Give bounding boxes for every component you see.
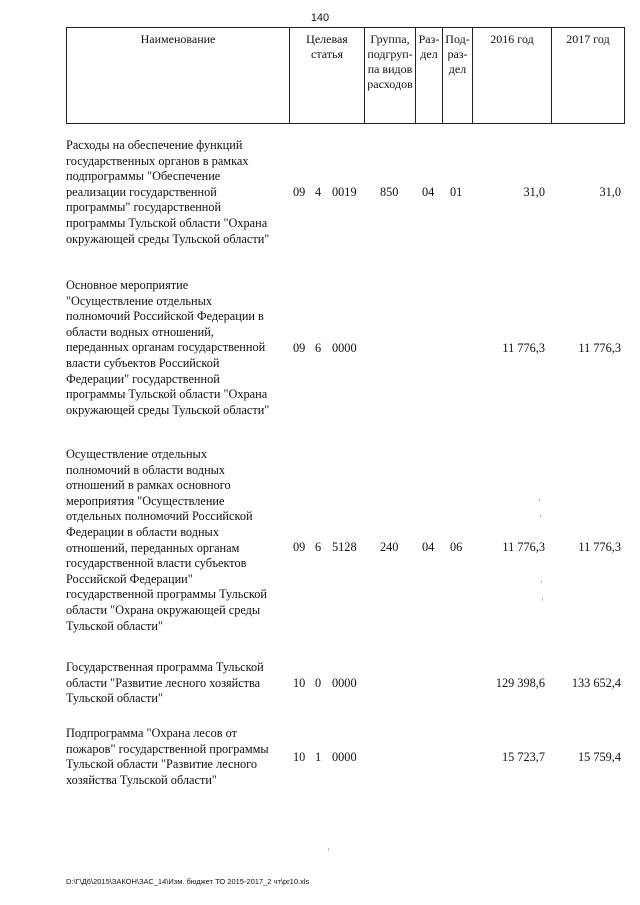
scan-speck [541, 580, 542, 583]
target-code-direction: 0000 [332, 676, 357, 690]
header-year1: 2016 год [490, 32, 534, 46]
description-line: Подпрограмма "Охрана лесов от [66, 726, 237, 740]
expense-group: 850 [380, 185, 399, 199]
header-target-line1: Целевая [306, 32, 348, 46]
description-line: программы Тульской области "Охрана [66, 387, 268, 402]
description-line: реализации государственной [66, 184, 217, 199]
page-number: 140 [310, 12, 330, 24]
header-group-line: Группа, [370, 32, 410, 46]
description-line: переданных органам государственной [66, 340, 266, 355]
header-name: Наименование [140, 32, 216, 46]
description-line: подпрограммы "Обеспечение [66, 169, 221, 184]
header-group-line: расходов [367, 77, 413, 91]
description-line: пожаров" государственной программы [66, 741, 269, 756]
description-line: государственной программы Тульской [66, 587, 267, 602]
target-code-subprogram: 0 [315, 676, 322, 690]
target-code-program: 10 [293, 676, 306, 690]
row-description [66, 660, 284, 707]
description-line: Федерации" государственной [66, 371, 220, 386]
description-line: государственных органов в рамках [66, 153, 249, 168]
amount-2017: 31,0 [599, 185, 621, 199]
header-group-line: па видов [367, 62, 413, 76]
section-code: 04 [422, 540, 435, 554]
description-line: Федерации в области водных [66, 524, 219, 539]
target-code-program: 10 [293, 750, 306, 764]
amount-2017: 11 776,3 [578, 540, 621, 554]
row-description [66, 138, 284, 247]
description-line: отношений, переданных органам [66, 540, 240, 555]
description-line: Государственная программа Тульской [66, 660, 264, 674]
description-line: Российской Федерации" [66, 571, 193, 586]
scan-speck [328, 848, 329, 851]
target-code-direction: 0000 [332, 341, 357, 355]
amount-2017: 133 652,4 [571, 676, 621, 690]
subsection-code: 06 [450, 540, 463, 554]
target-code-program: 09 [293, 341, 306, 355]
expense-group: 240 [380, 540, 399, 554]
target-code-program: 09 [293, 185, 306, 199]
amount-2016: 129 398,6 [495, 676, 545, 690]
description-line: программы Тульской области "Охрана [66, 215, 268, 230]
target-code-program: 09 [293, 540, 306, 554]
header-group-line: подгруп- [367, 47, 413, 61]
target-code-subprogram: 6 [315, 540, 322, 554]
header-subsection-line: дел [448, 62, 467, 76]
description-line: Расходы на обеспечение функций [66, 138, 243, 152]
amount-2016: 11 776,3 [502, 540, 545, 554]
target-code-subprogram: 4 [315, 185, 322, 199]
amount-2017: 11 776,3 [578, 341, 621, 355]
header-target-line2: статья [311, 47, 343, 61]
header-year2: 2017 год [566, 32, 610, 46]
scan-speck [539, 498, 540, 501]
amount-2016: 31,0 [523, 185, 545, 199]
scan-speck [542, 598, 543, 601]
description-line: хозяйства Тульской области" [66, 772, 217, 787]
header-section-line: дел [420, 47, 438, 61]
scan-speck [540, 514, 541, 517]
description-line: окружающей среды Тульской области" [66, 231, 270, 246]
subsection-code: 01 [450, 185, 463, 199]
description-line: окружающей среды Тульской области" [66, 402, 270, 417]
description-line: мероприятия "Осуществление [66, 493, 225, 508]
description-line: полномочий в области водных [66, 462, 226, 477]
description-line: Тульской области" [66, 618, 163, 633]
header-subsection-line: раз- [447, 47, 468, 61]
description-line: области "Охрана окружающей среды [66, 602, 261, 617]
amount-2016: 11 776,3 [502, 341, 545, 355]
description-line: "Осуществление отдельных [66, 293, 212, 308]
description-line: области водных отношений, [66, 324, 214, 339]
row-description [66, 278, 284, 418]
target-code-direction: 0019 [332, 185, 357, 199]
target-code-subprogram: 6 [315, 341, 322, 355]
header-section-line: Раз- [418, 32, 440, 46]
description-line: Тульской области "Развитие лесного [66, 757, 258, 772]
description-line: Основное мероприятие [66, 278, 189, 292]
target-code-direction: 5128 [332, 540, 357, 554]
description-line: отношений в рамках основного [66, 478, 231, 493]
description-line: Тульской области" [66, 691, 163, 706]
description-line: области "Развитие лесного хозяйства [66, 675, 261, 690]
row-description [66, 447, 284, 634]
header-subsection-line: Под- [445, 32, 470, 46]
section-code: 04 [422, 185, 435, 199]
description-line: полномочий Российской Федерации в [66, 309, 264, 324]
description-line: государственной власти субъектов [66, 556, 247, 571]
description-line: отдельных полномочий Российской [66, 509, 253, 524]
description-line: программы" государственной [66, 200, 222, 215]
row-description [66, 726, 284, 788]
description-line: власти субъектов Российской [66, 355, 220, 370]
target-code-direction: 0000 [332, 750, 357, 764]
amount-2016: 15 723,7 [501, 750, 545, 764]
description-line: Осуществление отдельных [66, 447, 207, 461]
file-path-footer: D:\Г\Д6\2015\ЗАКОН\ЗАС_14\Изм. бюджет ТО 2015-2017_2 чт\pr10.xls [66, 877, 310, 886]
amount-2017: 15 759,4 [577, 750, 621, 764]
target-code-subprogram: 1 [315, 750, 322, 764]
